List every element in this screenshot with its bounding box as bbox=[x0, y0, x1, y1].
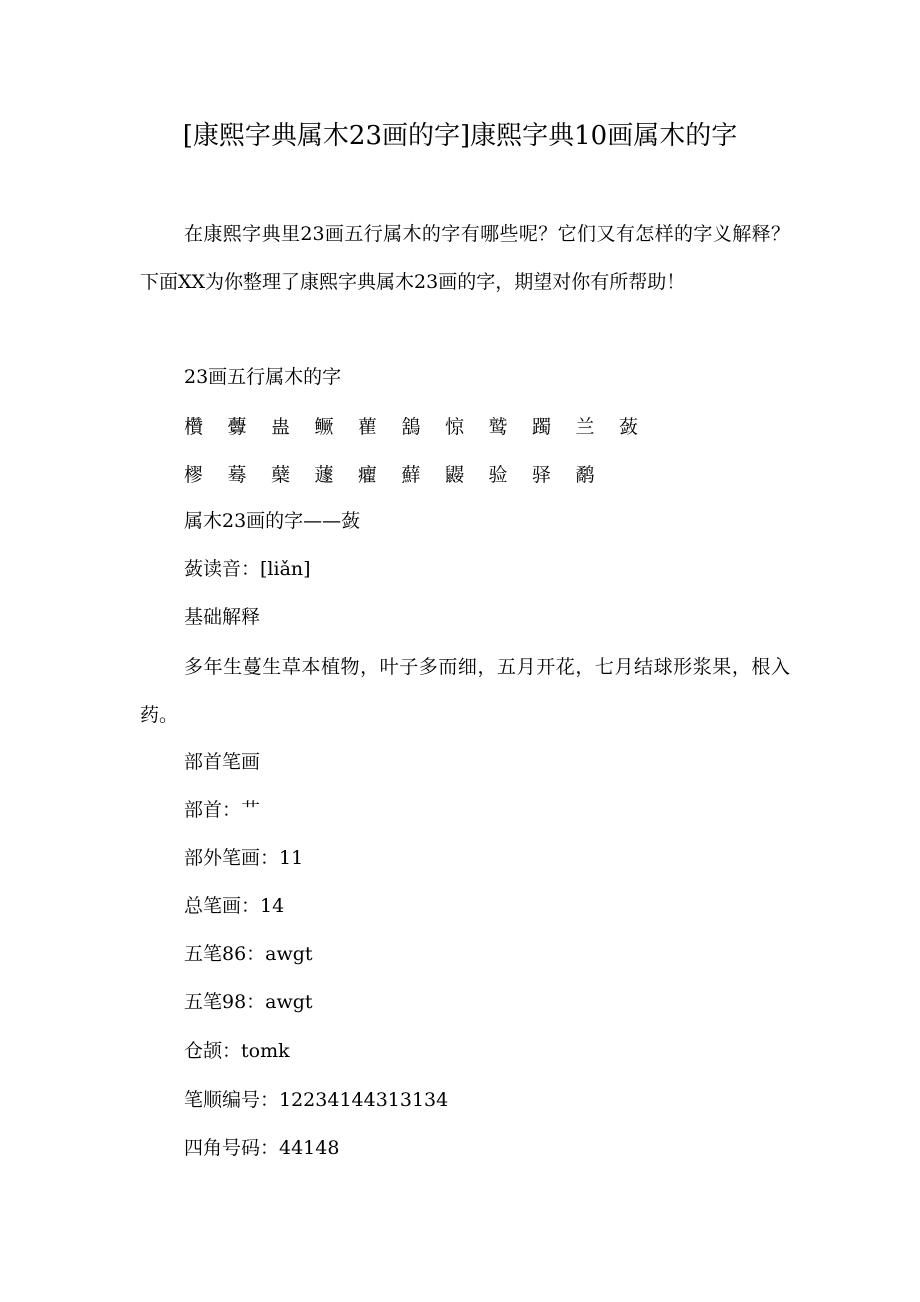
char-item: 蘖 bbox=[271, 463, 291, 486]
radical: 部首：艹 bbox=[184, 799, 261, 821]
char-item: 验 bbox=[488, 463, 508, 486]
pronunciation: 蔹读音：[liǎn] bbox=[184, 558, 311, 580]
cangjie-code: 仓颉：tomk bbox=[184, 1040, 290, 1062]
wubi86-code: 五笔86：awgt bbox=[184, 943, 313, 965]
char-row-2 bbox=[184, 449, 619, 497]
char-item: 鼹 bbox=[445, 463, 465, 486]
char-item: 虋 bbox=[227, 415, 247, 438]
char-item: 癯 bbox=[358, 463, 378, 486]
char-item: 兰 bbox=[575, 415, 595, 438]
char-item: 鳜 bbox=[314, 415, 334, 438]
char-item: 蘧 bbox=[314, 463, 334, 486]
char-row-1 bbox=[184, 401, 663, 449]
char-item: 惊 bbox=[445, 415, 465, 438]
char-item: 鹬 bbox=[575, 463, 595, 486]
char-item: 鹫 bbox=[488, 415, 508, 438]
char-item: 蔹 bbox=[619, 415, 639, 438]
stroke-order: 笔顺编号：12234144313134 bbox=[184, 1089, 449, 1111]
outer-strokes: 部外笔画：11 bbox=[184, 847, 304, 869]
char-item: 躅 bbox=[532, 415, 552, 438]
char-item: 鵨 bbox=[401, 415, 421, 438]
total-strokes: 总笔画：14 bbox=[184, 895, 285, 917]
section-heading: 23画五行属木的字 bbox=[184, 366, 342, 388]
char-item: 雚 bbox=[358, 415, 378, 438]
intro-paragraph: 在康熙字典里23画五行属木的字有哪些呢？它们又有怎样的字义解释？下面XX为你整理了康熙字典属木23画的字，期望对你有所帮助！ bbox=[140, 223, 790, 293]
document-title: [康熙字典属木23画的字]康熙字典10画属木的字 bbox=[182, 121, 738, 151]
radical-heading: 部首笔画 bbox=[184, 751, 261, 773]
basic-definition: 多年生蔓生草本植物，叶子多而细，五月开花，七月结球形浆果，根入药。 bbox=[140, 656, 790, 726]
char-item: 蛊 bbox=[271, 415, 291, 438]
char-item: 驿 bbox=[532, 463, 552, 486]
char-item: 欑 bbox=[184, 415, 204, 438]
four-corner-code: 四角号码：44148 bbox=[184, 1137, 340, 1159]
char-item: 蓦 bbox=[227, 463, 247, 486]
char-item: 蘚 bbox=[401, 463, 421, 486]
wubi98-code: 五笔98：awgt bbox=[184, 991, 313, 1013]
basic-heading: 基础解释 bbox=[184, 606, 261, 628]
entry-heading: 属木23画的字——蔹 bbox=[184, 510, 361, 532]
char-item: 樛 bbox=[184, 463, 204, 486]
